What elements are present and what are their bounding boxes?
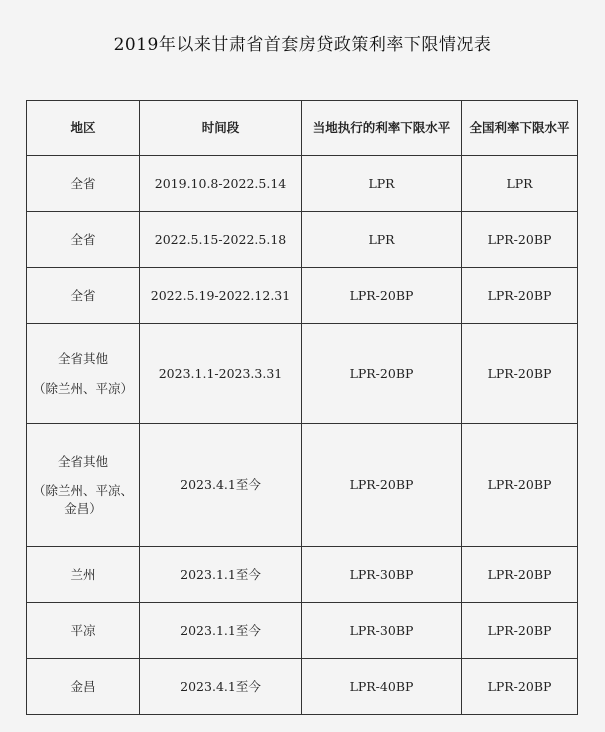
table-row — [27, 324, 578, 424]
local-rate-cell: LPR-40BP — [302, 659, 462, 715]
region-line: 全省其他 — [57, 351, 108, 366]
table-row — [27, 268, 578, 324]
region-line: 全省 — [70, 231, 96, 247]
national-rate-cell: LPR-20BP — [462, 212, 578, 268]
period-cell: 2022.5.19-2022.12.31 — [140, 268, 302, 324]
period-cell: 2023.1.1-2023.3.31 — [140, 324, 302, 424]
national-rate-cell: LPR-20BP — [462, 324, 578, 424]
region-cell — [27, 212, 140, 268]
table-row — [27, 659, 578, 715]
region-line: 平凉 — [70, 622, 96, 638]
region-cell — [27, 659, 140, 715]
period-cell: 2023.1.1至今 — [140, 603, 302, 659]
region-cell — [27, 547, 140, 603]
region-line: （除兰州、平凉） — [32, 380, 133, 396]
local-rate-cell: LPR-30BP — [302, 603, 462, 659]
header-row — [27, 101, 578, 156]
region-cell — [27, 324, 140, 424]
region-line: 金昌） — [64, 500, 102, 516]
national-rate-cell: LPR-20BP — [462, 547, 578, 603]
region-line: 兰州 — [70, 566, 96, 582]
local-rate-cell: LPR-20BP — [302, 324, 462, 424]
national-rate-cell: LPR-20BP — [462, 659, 578, 715]
region-line: 全省其他 — [57, 453, 108, 469]
region-line: （除兰州、平凉、 — [32, 483, 133, 499]
header-national-rate: 全国利率下限水平 — [462, 101, 578, 156]
table-row — [27, 424, 578, 547]
local-rate-cell: LPR — [302, 212, 462, 268]
table-title: 2019年以来甘肃省首套房贷政策利率下限情况表 — [113, 35, 492, 55]
table-row — [27, 156, 578, 212]
local-rate-cell: LPR-20BP — [302, 424, 462, 547]
region-cell — [27, 268, 140, 324]
local-rate-cell: LPR-30BP — [302, 547, 462, 603]
period-cell: 2019.10.8-2022.5.14 — [140, 156, 302, 212]
period-cell: 2022.5.15-2022.5.18 — [140, 212, 302, 268]
table-row — [27, 547, 578, 603]
region-line: 金昌 — [70, 678, 96, 694]
local-rate-cell: LPR — [302, 156, 462, 212]
national-rate-cell: LPR-20BP — [462, 424, 578, 547]
national-rate-cell: LPR-20BP — [462, 603, 578, 659]
period-cell: 2023.4.1至今 — [140, 424, 302, 547]
region-line: 全省 — [70, 175, 96, 191]
period-cell: 2023.4.1至今 — [140, 659, 302, 715]
national-rate-cell: LPR-20BP — [462, 268, 578, 324]
national-rate-cell: LPR — [462, 156, 578, 212]
region-cell — [27, 603, 140, 659]
region-line: 全省 — [70, 287, 96, 303]
header-period: 时间段 — [140, 101, 302, 156]
region-cell — [27, 156, 140, 212]
table-row — [27, 212, 578, 268]
rate-table — [26, 100, 578, 715]
header-region: 地区 — [27, 101, 140, 156]
region-cell — [27, 424, 140, 547]
header-local-rate: 当地执行的利率下限水平 — [302, 101, 462, 156]
period-cell: 2023.1.1至今 — [140, 547, 302, 603]
local-rate-cell: LPR-20BP — [302, 268, 462, 324]
table-row — [27, 603, 578, 659]
